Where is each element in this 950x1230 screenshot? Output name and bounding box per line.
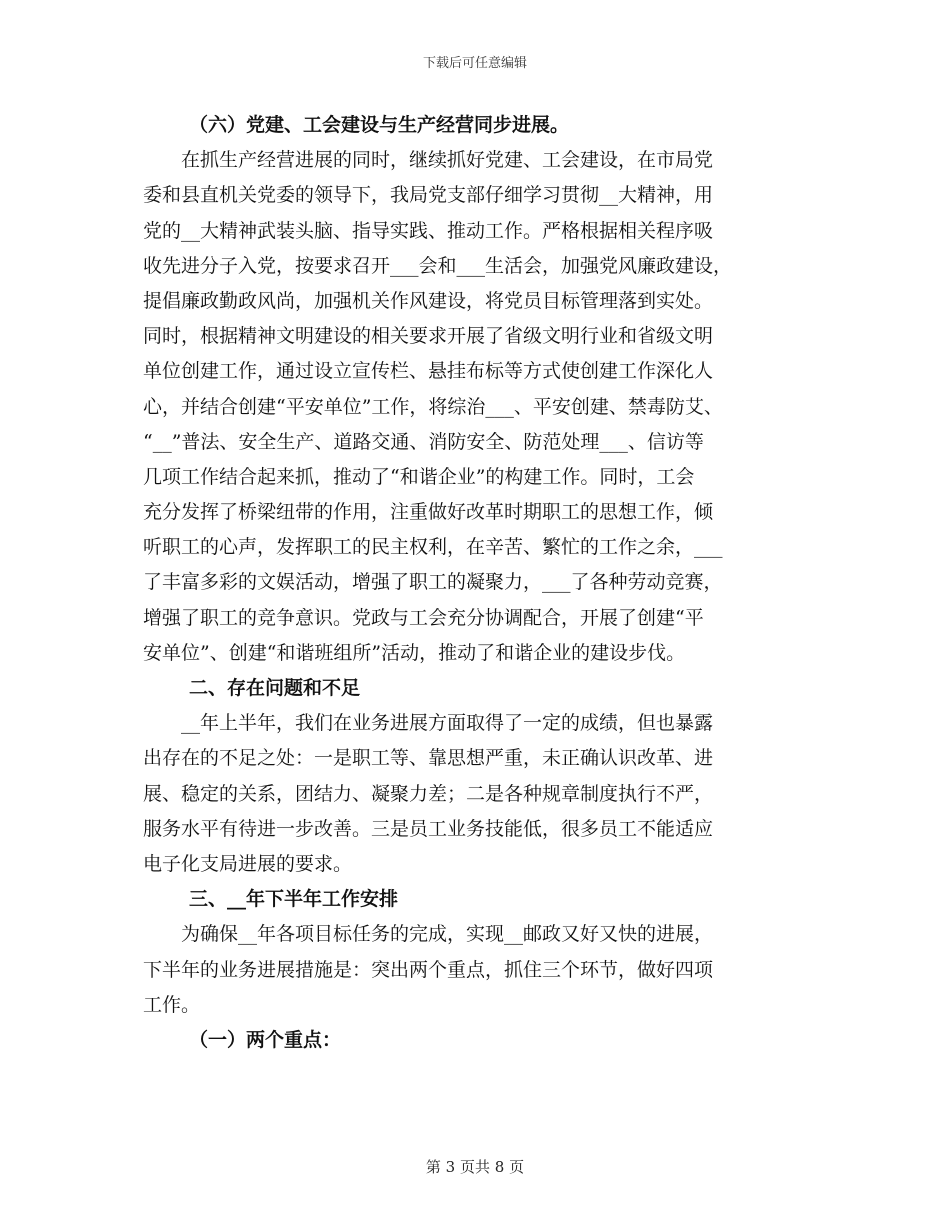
paragraph-line: 心，并结合创建“平安单位”工作，将综治___、平安创建、禁毒防艾、 bbox=[143, 395, 723, 418]
section-heading-problems: 二、存在问题和不足 bbox=[189, 677, 361, 699]
subsection-heading-two-priorities: （一）两个重点： bbox=[189, 1028, 342, 1051]
paragraph-line: “__”普法、安全生产、道路交通、消防安全、防范处理___、信访等 bbox=[143, 430, 704, 453]
paragraph-line: 党的__大精神武装头脑、指导实践、推动工作。严格根据相关程序吸 bbox=[143, 219, 714, 242]
section-heading-work-plan: 三、__年下半年工作安排 bbox=[189, 888, 399, 911]
paragraph-line: 增强了职工的竞争意识。党政与工会充分协调配合，开展了创建“平 bbox=[143, 606, 704, 629]
paragraph-line: 听职工的心声，发挥职工的民主权利，在辛苦、繁忙的工作之余，___ bbox=[143, 536, 723, 559]
paragraph-line: 工作。 bbox=[143, 993, 201, 1016]
paragraph-line: 收先进分子入党，按要求召开___会和___生活会，加强党风廉政建设， bbox=[143, 254, 733, 277]
document-body bbox=[143, 108, 823, 1058]
paragraph-line: 了丰富多彩的文娱活动，增强了职工的凝聚力，___了各种劳动竞赛， bbox=[143, 571, 723, 594]
paragraph-line: 电子化支局进展的要求。 bbox=[143, 852, 353, 875]
paragraph-line: 安单位”、创建“和谐班组所”活动，推动了和谐企业的建设步伐。 bbox=[143, 641, 686, 664]
paragraph-line: 在抓生产经营进展的同时，继续抓好党建、工会建设，在市局党 bbox=[181, 149, 714, 172]
page-footer: 第 3 页共 8 页 bbox=[425, 1158, 525, 1176]
section-heading-party-building: （六）党建、工会建设与生产经营同步进展。 bbox=[189, 114, 570, 136]
paragraph-line: 充分发挥了桥梁纽带的作用，注重做好改革时期职工的思想工作，倾 bbox=[143, 501, 714, 524]
paragraph-line: 下半年的业务进展措施是：突出两个重点，抓住三个环节，做好四项 bbox=[143, 958, 714, 981]
paragraph-line: 提倡廉政勤政风尚，加强机关作风建设，将党员目标管理落到实处。 bbox=[143, 289, 714, 312]
paragraph-line: 委和县直机关党委的领导下，我局党支部仔细学习贯彻__大精神，用 bbox=[143, 184, 714, 207]
page-header: 下载后可任意编辑 bbox=[422, 56, 527, 71]
paragraph-line: 服务水平有待进一步改善。三是员工业务技能低，很多员工不能适应 bbox=[143, 817, 714, 840]
paragraph-line: 几项工作结合起来抓，推动了“和谐企业”的构建工作。同时，工会 bbox=[143, 465, 695, 488]
paragraph-line: 单位创建工作，通过设立宣传栏、悬挂布标等方式使创建工作深化人 bbox=[143, 360, 714, 383]
paragraph-line: 为确保__年各项目标任务的完成，实现__邮政又好又快的进展， bbox=[181, 923, 714, 946]
paragraph-line: __年上半年，我们在业务进展方面取得了一定的成绩，但也暴露 bbox=[181, 712, 714, 735]
paragraph-line: 展、稳定的关系，团结力、凝聚力差；二是各种规章制度执行不严， bbox=[143, 782, 714, 805]
paragraph-line: 同时，根据精神文明建设的相关要求开展了省级文明行业和省级文明 bbox=[143, 325, 714, 348]
paragraph-line: 出存在的不足之处：一是职工等、靠思想严重，未正确认识改革、进 bbox=[143, 747, 714, 770]
